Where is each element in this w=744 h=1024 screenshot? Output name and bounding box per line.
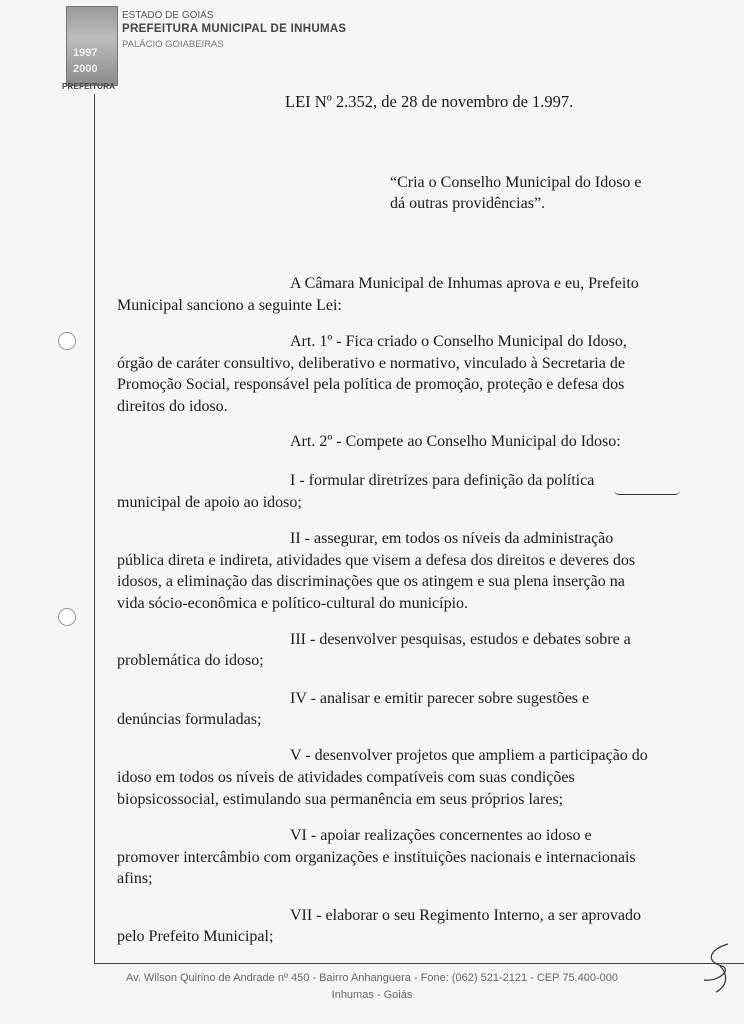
art1-line: Art. 1º - Fica criado o Conselho Municipal do Idoso,	[290, 333, 627, 350]
summary-line: “Cria o Conselho Municipal do Idoso e	[390, 174, 642, 191]
footer-address: Av. Wilson Quirino de Andrade nº 450 - Bairro Anhanguera - Fone: (062) 521-2121 - CEP 75.400-000	[126, 972, 618, 984]
item-i-line: I - formular diretrizes para definição da política	[290, 472, 595, 489]
handwritten-underline	[614, 490, 680, 495]
art1-line: direitos do idoso.	[117, 398, 228, 415]
enactment-line: A Câmara Municipal de Inhumas aprova e eu, Prefeito	[290, 275, 639, 292]
punch-hole-top	[58, 332, 76, 350]
logo-year-2: 2000	[73, 63, 98, 75]
item-ii-line: idosos, a eliminação das discriminações que os atingem e sua plena inserção na	[117, 573, 625, 590]
art1-line: órgão de caráter consultivo, deliberativo e normativo, vinculado à Secretaria de	[117, 355, 625, 372]
item-vi-line: promover intercâmbio com organizações e instituições nacionais e internacionais	[117, 849, 636, 866]
art2-heading: Art. 2º - Compete ao Conselho Municipal do Idoso:	[290, 433, 621, 450]
footer-city: Inhumas - Goiás	[331, 989, 413, 1001]
margin-rule-vertical	[94, 94, 95, 964]
item-iii-line: problemática do idoso;	[117, 652, 264, 669]
item-v-line: idoso em todos os níveis de atividades compatíveis com suas condições	[117, 769, 575, 786]
item-vii-line: pelo Prefeito Municipal;	[117, 928, 274, 945]
item-iv-line: IV - analisar e emitir parecer sobre sugestões e	[290, 690, 590, 707]
art1-line: Promoção Social, responsável pela política de promoção, proteção e defesa dos	[117, 376, 625, 393]
summary-line: dá outras providências”.	[390, 195, 546, 212]
item-ii-line: vida sócio-econômica e político-cultural do município.	[117, 595, 469, 612]
item-vi-line: VI - apoiar realizações concernentes ao idoso e	[290, 827, 592, 844]
logo-caption: PREFEITURA	[62, 82, 116, 91]
item-i-line: municipal de apoio ao idoso;	[117, 494, 302, 511]
item-vii-line: VII - elaborar o seu Regimento Interno, a ser aprovado	[290, 907, 641, 924]
letterhead-state: ESTADO DE GOIÁS	[122, 10, 214, 21]
footer-rule	[94, 963, 744, 964]
item-vi-line: afins;	[117, 870, 153, 887]
item-v-line: biopsicossocial, estimulando sua permanência em seus próprios lares;	[117, 791, 564, 808]
letterhead-municipality: PREFEITURA MUNICIPAL DE INHUMAS	[122, 23, 347, 35]
enactment-line: Municipal sanciono a seguinte Lei:	[117, 297, 342, 314]
punch-hole-bottom	[58, 608, 76, 626]
logo-year-1: 1997	[73, 47, 98, 59]
item-ii-line: pública direta e indireta, atividades que visem a defesa dos direitos e deveres dos	[117, 552, 636, 569]
item-v-line: V - desenvolver projetos que ampliem a participação do	[290, 747, 648, 764]
municipal-logo	[66, 6, 118, 86]
law-title: LEI Nº 2.352, de 28 de novembro de 1.997.	[285, 92, 574, 111]
item-iv-line: denúncias formuladas;	[117, 711, 262, 728]
item-iii-line: III - desenvolver pesquisas, estudos e debates sobre a	[290, 631, 631, 648]
item-ii-line: II - assegurar, em todos os níveis da administração	[290, 530, 614, 547]
letterhead-palace: PALÁCIO GOIABEIRAS	[122, 39, 224, 50]
